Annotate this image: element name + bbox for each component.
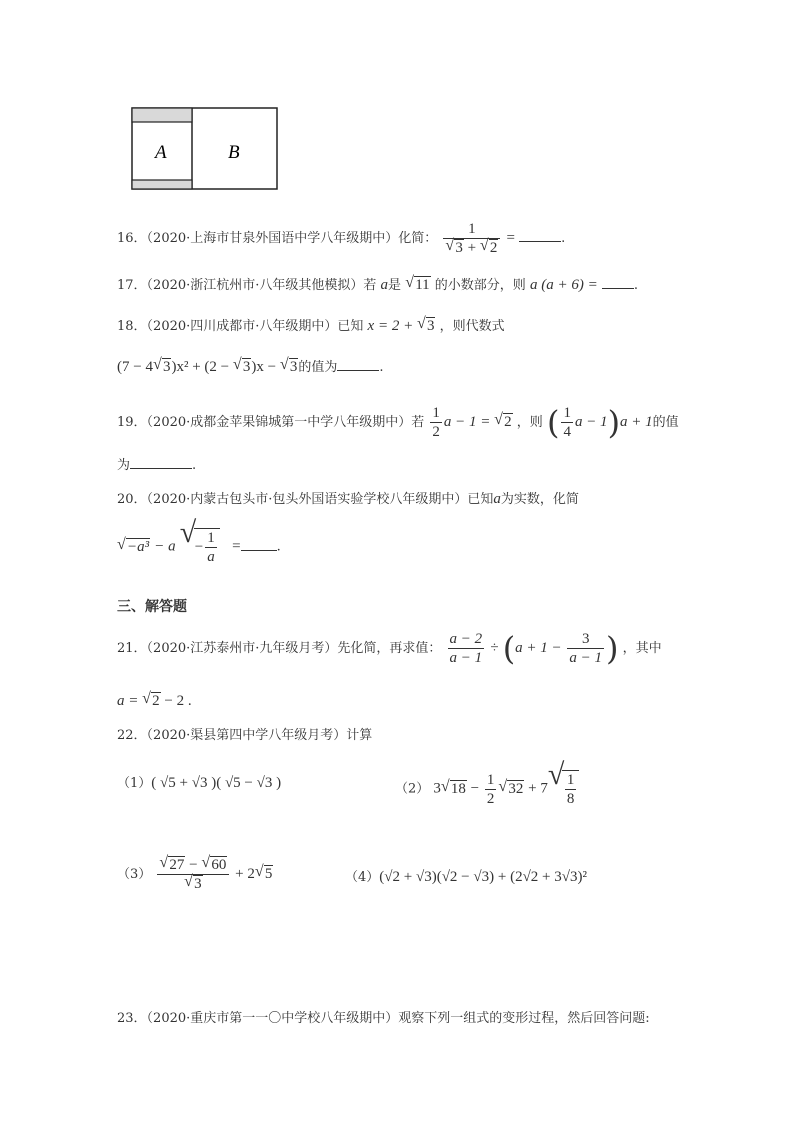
q22-part-1: （1）( √5 + √3 )( √5 − √3 ) xyxy=(117,775,282,791)
section-heading: 三、解答题 xyxy=(117,599,187,615)
question-22: 22．（2020·渠县第四中学八年级月考）计算 xyxy=(117,728,373,743)
question-18-line2: (7 − 4 √ 3)x² + (2 − √ 3)x − √ 3的值为 . xyxy=(117,356,384,375)
question-21-line2: a = √ 2 − 2 . xyxy=(117,690,192,709)
q22-part-4: （4）(√2 + √3)(√2 − √3) + (2√2 + 3√3)² xyxy=(345,869,587,885)
figure-label-a: A xyxy=(155,142,167,163)
answer-blank xyxy=(519,229,561,242)
question-23: 23．（2020·重庆市第一一〇中学校八年级期中）观察下列一组式的变形过程，然后回答问题: xyxy=(117,1011,650,1026)
question-16: 16．（2020·上海市甘泉外国语中学八年级期中）化简： 1 √ 3 + √ 2 = . xyxy=(117,221,566,256)
question-20: 20．（2020·内蒙古包头市·包头外国语实验学校八年级期中）已知a为实数，化简 xyxy=(117,491,579,507)
figure-label-b: B xyxy=(228,142,240,163)
answer-blank xyxy=(602,276,634,289)
question-17: 17．（2020·浙江杭州市·八年级其他模拟）若 a是 √ 11 的小数部分，则 a (a + 6) = . xyxy=(117,274,638,293)
question-21: 21．（2020·江苏泰州市·九年级月考）先化简，再求值： $\frac{a - 2}{a - 1}$ ÷ (a + 1 − $\frac{3}{a - 1}$ ) ，其中 xyxy=(117,629,662,668)
question-20-line2: √ −a³ − a √ − $\frac{1}{a}$ = . xyxy=(117,516,281,565)
question-19: 19．（2020·成都金苹果锦城第一中学八年级期中）若 $\frac{1}{2}$ a − 1 = √ 2 ，则 ( $\frac{1}{4}$ a − 1)a + 1的值 xyxy=(117,403,679,442)
q16-fraction: 1 √ 3 + √ 2 xyxy=(443,220,500,257)
answer-blank xyxy=(130,456,192,469)
question-19-line2: 为 . xyxy=(117,458,197,473)
question-18: 18．（2020·四川成都市·八年级期中）已知 x = 2 + √ 3 ，则代数式 xyxy=(117,315,505,334)
rectangle-figure xyxy=(131,107,279,191)
answer-blank xyxy=(241,538,277,551)
q22-part-2: （2） 3 √ 18 − $\frac{1}{2}$ √ 32 + 7 √ $\frac{1}{8}$ xyxy=(395,770,579,808)
q22-part-3: （3） √ 27 − √ 60 √ 3 + 2 √ 5 xyxy=(117,854,273,892)
answer-blank xyxy=(337,358,379,371)
